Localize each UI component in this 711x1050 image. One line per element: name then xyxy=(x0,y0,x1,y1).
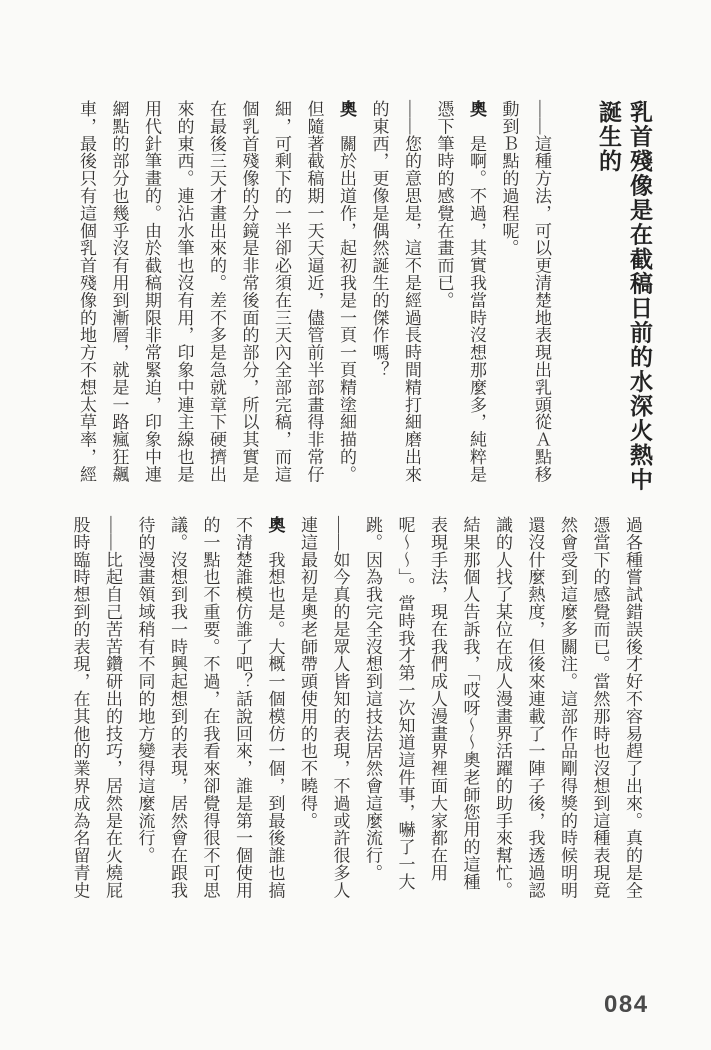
text-column xyxy=(232,100,265,512)
column-text: 的一點也不重要。不過，在我看來卻覺得很不可思 xyxy=(200,516,220,899)
top-text-block xyxy=(70,100,656,512)
text-column xyxy=(70,100,103,512)
column-text: 表現手法，現在我們成人漫畫界裡面大家都在用 xyxy=(428,516,447,882)
column-text: ——您的意思是，這不是經過長時間精打細磨出來 xyxy=(402,100,421,483)
column-text: 來的東西。連沾水筆也沒有用，印象中連主線也是 xyxy=(174,100,194,483)
column-text: ——比起自己苦苦鑽研出的技巧，居然是在火燒屁 xyxy=(103,516,122,899)
text-column xyxy=(291,516,324,928)
text-column xyxy=(96,516,129,928)
column-text: ——如今真的是眾人皆知的表現，不過或許很多人 xyxy=(330,516,350,899)
text-column xyxy=(583,516,616,928)
column-text: 的東西，更像是偶然誕生的傑作嗎？ xyxy=(369,100,389,379)
text-column xyxy=(525,100,558,512)
text-column xyxy=(323,516,356,928)
speaker-label: 奧 xyxy=(467,100,486,118)
text-column xyxy=(226,516,259,928)
column-text: 還沒什麼熱度，但後來連載了一陣子後，我透過認 xyxy=(525,516,545,899)
column-text: 關於出道作，起初我是一頁一頁精塗細描的。 xyxy=(337,117,356,483)
text-column xyxy=(135,100,168,512)
text-column xyxy=(492,100,525,512)
page-number: 084 xyxy=(604,991,649,1018)
column-text: 跳。因為我完全沒想到這技法居然會這麼流行。 xyxy=(363,516,382,882)
text-column xyxy=(362,100,395,512)
text-column xyxy=(616,516,649,928)
column-text: 憑下筆時的感覺在畫而已。 xyxy=(434,100,454,309)
column-text: 細，可剩下的一半卻必須在三天內全部完稿，而這 xyxy=(272,100,291,483)
text-column xyxy=(486,516,519,928)
column-text: 在最後三天才畫出來的。差不多是急就章下硬擠出 xyxy=(207,100,226,483)
speaker-label: 奧 xyxy=(337,100,356,118)
title-body-gutter xyxy=(557,100,593,110)
text-column xyxy=(551,516,584,928)
column-text: 憑當下的感覺而已。當然那時也沒想到這種表現竟 xyxy=(590,516,610,899)
column-text: ——這種方法，可以更清楚地表現出乳頭從Ａ點移 xyxy=(532,100,551,483)
column-text: 用代針筆畫的。由於截稿期限非常緊迫，印象中連 xyxy=(142,100,161,483)
text-column xyxy=(128,516,161,928)
column-text: 車，最後只有這個乳首殘像的地方不想太草率，經 xyxy=(77,100,96,483)
article-title-line-2: 誕生的 xyxy=(596,100,621,174)
column-text: 股時臨時想到的表現，在其他的業界成為名留青史 xyxy=(70,516,90,899)
text-column xyxy=(356,516,389,928)
column-text: 呢～～」。當時我才第一次知道這件事，嚇了一大 xyxy=(395,516,415,891)
text-column xyxy=(102,100,135,512)
text-column xyxy=(453,516,486,928)
article-title-line-1: 乳首殘像是在截稿日前的水深火熱中 xyxy=(627,100,652,492)
speaker-label: 奧 xyxy=(265,516,285,534)
column-text: 連這最初是奧老師帶頭使用的也不曉得。 xyxy=(298,516,317,830)
text-column xyxy=(427,100,460,512)
column-text: 過各種嘗試錯誤後才好不容易趕了出來。真的是全 xyxy=(623,516,642,899)
text-column xyxy=(258,516,291,928)
column-text: 是啊。不過，其實我當時沒想那麼多，純粹是 xyxy=(467,117,486,483)
text-column xyxy=(330,100,363,512)
column-text: 議。沒想到我一時興起想到的表現，居然會在跟我 xyxy=(168,516,187,899)
column-text: 網點的部分也幾乎沒有用到漸層，就是一路瘋狂飆 xyxy=(109,100,129,483)
text-column xyxy=(63,516,96,928)
text-column xyxy=(297,100,330,512)
text-column xyxy=(518,516,551,928)
text-column xyxy=(460,100,493,512)
text-column xyxy=(388,516,421,928)
text-column xyxy=(395,100,428,512)
column-text: 不清楚誰模仿誰了吧？話說回來，誰是第一個使用 xyxy=(233,516,252,899)
column-text: 識的人找了某位在成人漫畫界活躍的助手來幫忙。 xyxy=(493,516,512,899)
text-column xyxy=(421,516,454,928)
text-column xyxy=(167,100,200,512)
column-text: 動到Ｂ點的過程呢。 xyxy=(499,100,519,257)
text-column xyxy=(265,100,298,512)
column-text: 個乳首殘像的分鏡是非常後面的部分，所以其實是 xyxy=(239,100,259,483)
text-column xyxy=(161,516,194,928)
column-text: 然會受到這麼多關注。這部作品剛得獎的時候明明 xyxy=(558,516,577,899)
bottom-text-block xyxy=(63,516,648,928)
column-text: 我想也是。大概一個模仿一個，到最後誰也搞 xyxy=(265,533,285,899)
text-column xyxy=(193,516,226,928)
text-column xyxy=(200,100,233,512)
column-text: 結果那個人告訴我，「哎呀～～奧老師您用的這種 xyxy=(460,516,480,891)
column-text: 但隨著截稿期一天天逼近，儘管前半部畫得非常仔 xyxy=(304,100,324,483)
column-text: 待的漫畫領域稍有不同的地方變得這麼流行。 xyxy=(135,516,155,864)
